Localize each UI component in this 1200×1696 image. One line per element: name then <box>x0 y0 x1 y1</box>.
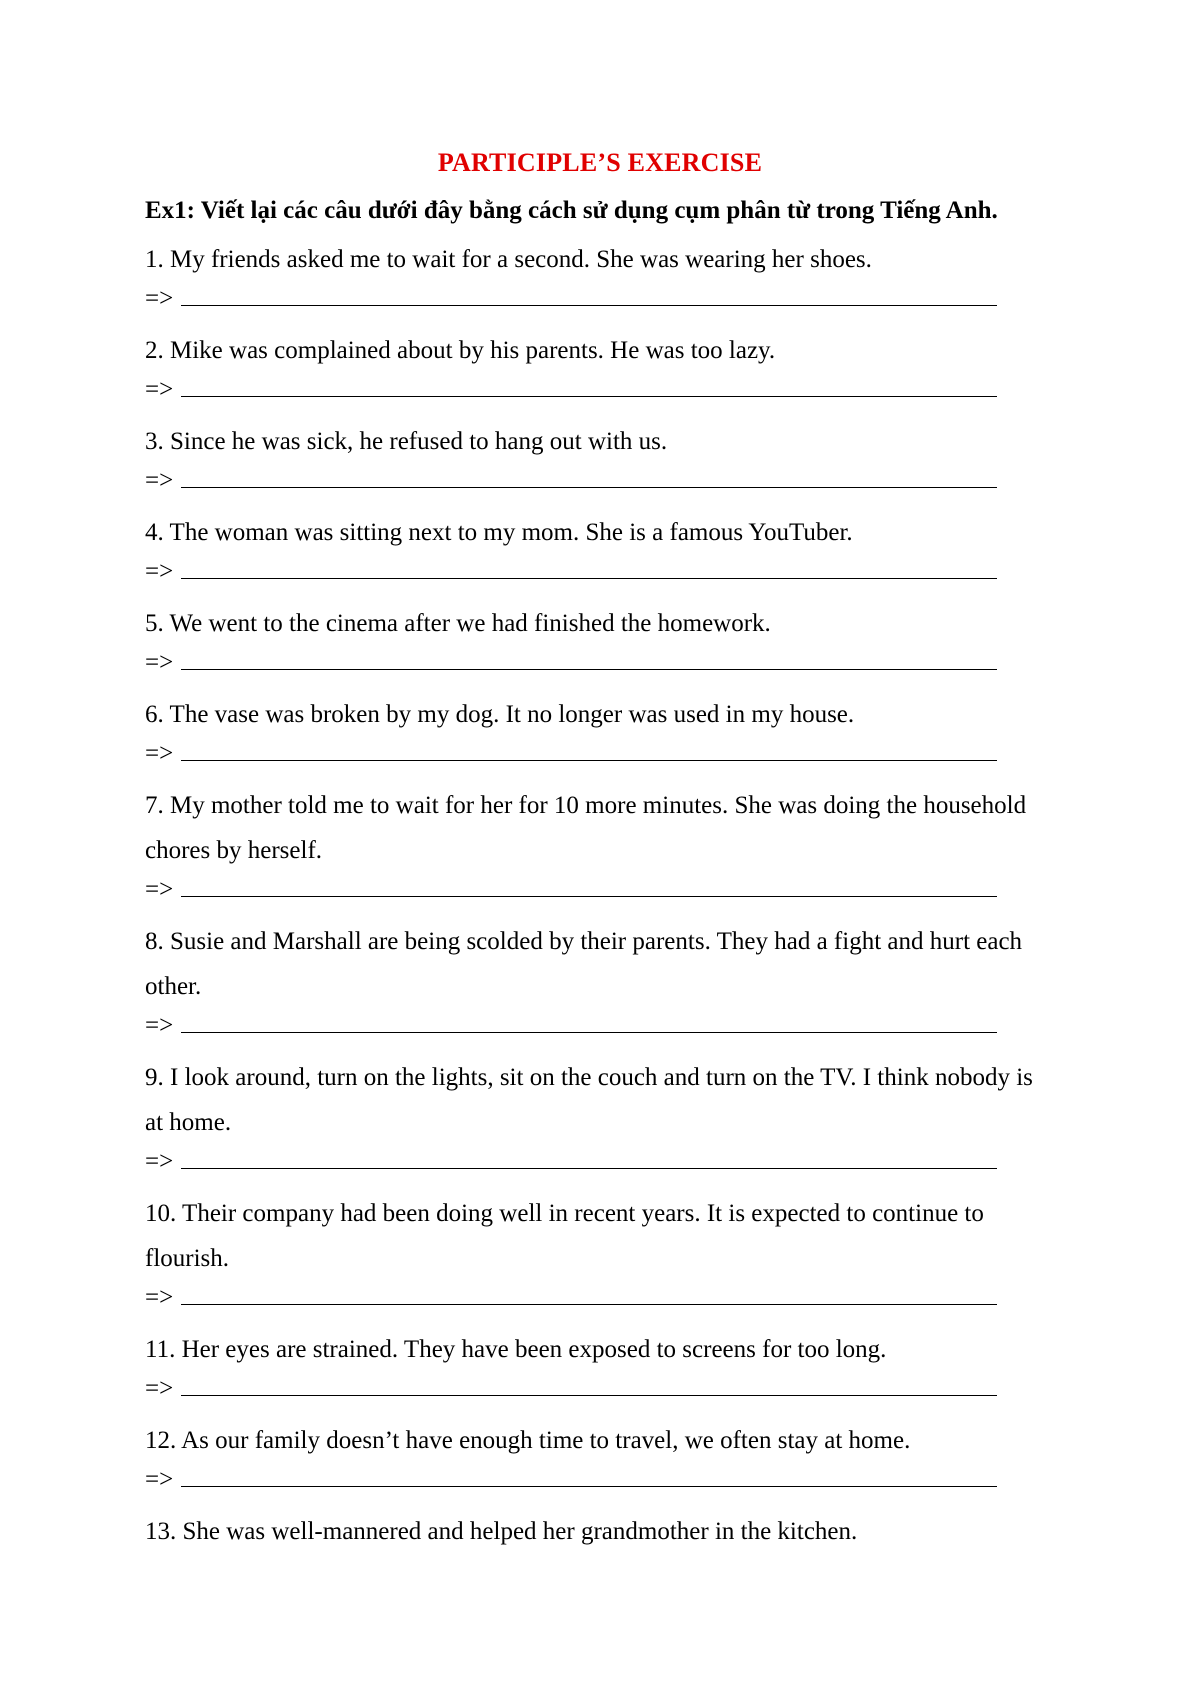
answer-prefix: => <box>145 876 174 903</box>
question-12: 12. As our family doesn’t have enough time to travel, we often stay at home. <box>145 1427 911 1454</box>
question-4: 4. The woman was sitting next to my mom. She is a famous YouTuber. <box>145 519 853 546</box>
answer-blank[interactable] <box>181 1372 997 1396</box>
answer-line-3[interactable] <box>145 464 997 497</box>
answer-blank[interactable] <box>181 555 997 579</box>
answer-prefix: => <box>145 1466 174 1493</box>
answer-blank[interactable] <box>181 1281 997 1305</box>
answer-blank[interactable] <box>181 737 997 761</box>
question-3: 3. Since he was sick, he refused to hang out with us. <box>145 428 668 455</box>
answer-line-4[interactable] <box>145 555 997 588</box>
question-8: 8. Susie and Marshall are being scolded by their parents. They had a fight and hurt each other. <box>145 928 1023 1000</box>
answer-blank[interactable] <box>181 282 997 306</box>
answer-prefix: => <box>145 467 174 494</box>
answer-line-6[interactable] <box>145 737 997 770</box>
answer-line-1[interactable] <box>145 282 997 315</box>
answer-prefix: => <box>145 558 174 585</box>
answer-prefix: => <box>145 1012 174 1039</box>
answer-line-12[interactable] <box>145 1463 997 1496</box>
answer-line-8[interactable] <box>145 1009 997 1042</box>
answer-line-11[interactable] <box>145 1372 997 1405</box>
answer-prefix: => <box>145 1375 174 1402</box>
answer-line-5[interactable] <box>145 646 997 679</box>
question-11: 11. Her eyes are strained. They have been exposed to screens for too long. <box>145 1336 887 1363</box>
answer-blank[interactable] <box>181 1463 997 1487</box>
answer-blank[interactable] <box>181 373 997 397</box>
answer-prefix: => <box>145 1148 174 1175</box>
answer-prefix: => <box>145 376 174 403</box>
question-2: 2. Mike was complained about by his parents. He was too lazy. <box>145 337 776 364</box>
question-1: 1. My friends asked me to wait for a second. She was wearing her shoes. <box>145 246 872 273</box>
answer-line-7[interactable] <box>145 873 997 906</box>
question-13: 13. She was well-mannered and helped her grandmother in the kitchen. <box>145 1518 858 1545</box>
question-7: 7. My mother told me to wait for her for 10 more minutes. She was doing the household chores by herself. <box>145 792 1027 864</box>
answer-blank[interactable] <box>181 646 997 670</box>
answer-line-2[interactable] <box>145 373 997 406</box>
answer-blank[interactable] <box>181 464 997 488</box>
answer-prefix: => <box>145 740 174 767</box>
answer-blank[interactable] <box>181 873 997 897</box>
question-10: 10. Their company had been doing well in recent years. It is expected to continue to flourish. <box>145 1200 984 1272</box>
answer-line-9[interactable] <box>145 1145 997 1178</box>
page-title: PARTICIPLE’S EXERCISE <box>437 148 763 177</box>
answer-blank[interactable] <box>181 1145 997 1169</box>
answer-prefix: => <box>145 649 174 676</box>
question-6: 6. The vase was broken by my dog. It no longer was used in my house. <box>145 701 855 728</box>
question-9: 9. I look around, turn on the lights, sit on the couch and turn on the TV. I think nobody is at home. <box>145 1064 1033 1136</box>
answer-line-10[interactable] <box>145 1281 997 1314</box>
question-5: 5. We went to the cinema after we had finished the homework. <box>145 610 771 637</box>
answer-blank[interactable] <box>181 1009 997 1033</box>
answer-prefix: => <box>145 285 174 312</box>
answer-prefix: => <box>145 1284 174 1311</box>
exercise-instruction: Ex1: Viết lại các câu dưới đây bằng cách sử dụng cụm phân từ trong Tiếng Anh. <box>145 197 998 224</box>
